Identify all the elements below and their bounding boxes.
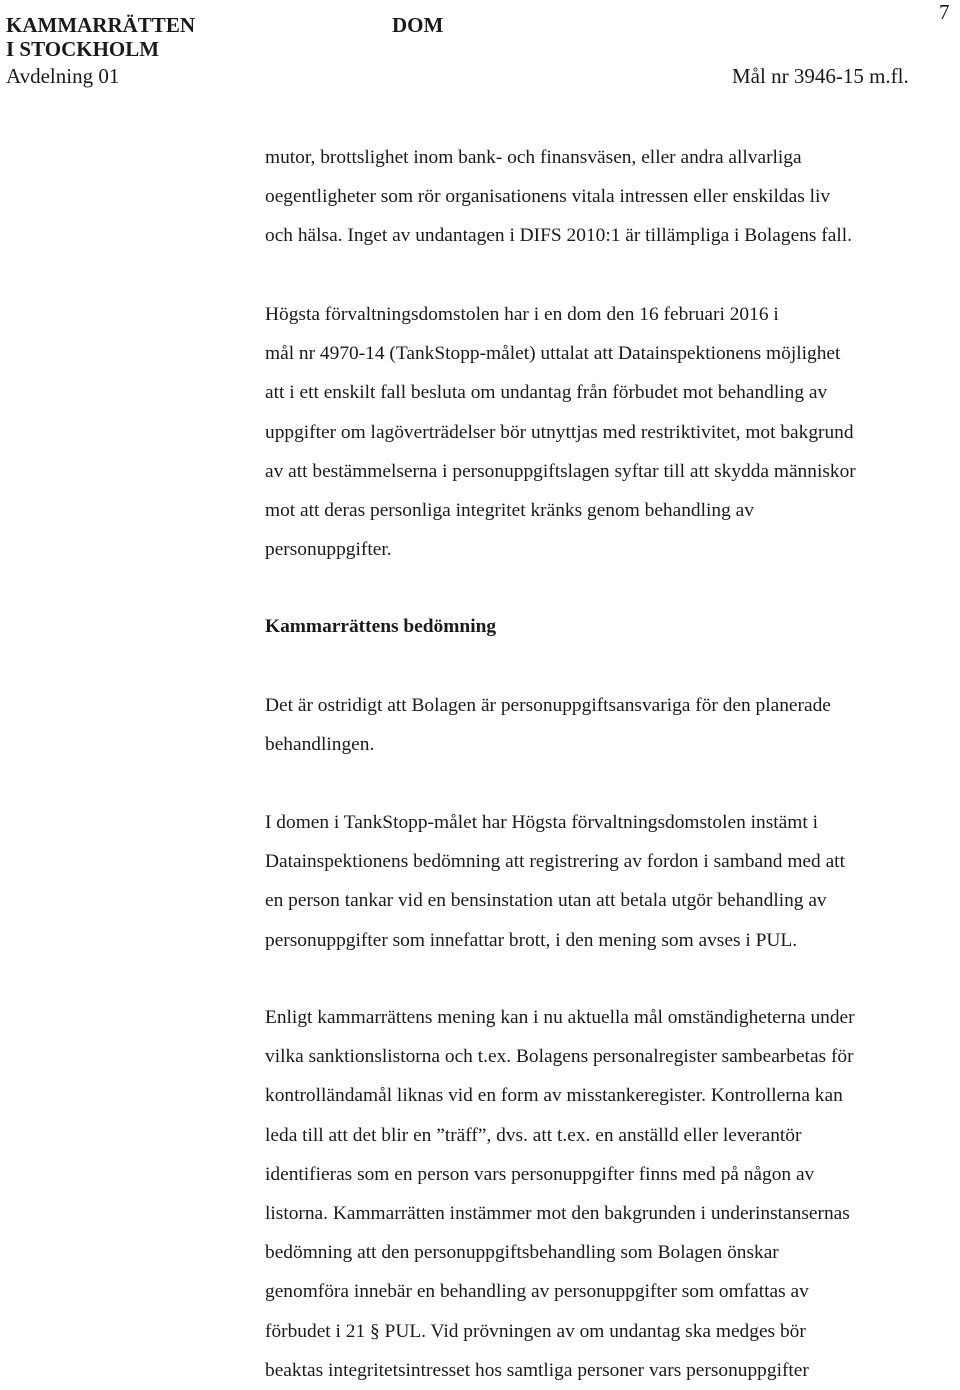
text-line: förbudet i 21 § PUL. Vid prövningen av om undantag ska medges bör <box>265 1320 806 1342</box>
text-line: behandlingen. <box>265 734 375 756</box>
paragraph-5 <box>265 998 960 1390</box>
text-line: vilka sanktionslistorna och t.ex. Bolagens personalregister sambearbetas för <box>265 1046 854 1068</box>
paragraph-4 <box>265 803 960 960</box>
text-line: personuppgifter. <box>265 539 392 561</box>
text-line: att i ett enskilt fall besluta om undantag från förbudet mot behandling av <box>265 382 828 404</box>
text-line: Det är ostridigt att Bolagen är personuppgiftsansvariga för den planerade <box>265 695 831 716</box>
text-line: beaktas integritetsintresset hos samtliga personer vars personuppgifter <box>265 1359 809 1381</box>
text-line: och hälsa. Inget av undantagen i DIFS 2010:1 är tillämpliga i Bolagens fall. <box>265 225 852 247</box>
paragraph-3 <box>265 686 960 764</box>
text-line: personuppgifter som innefattar brott, i den mening som avses i PUL. <box>265 929 798 951</box>
section-heading: Kammarrättens bedömning <box>265 616 497 637</box>
paragraph-2 <box>265 295 960 569</box>
text-line: mutor, brottslighet inom bank- och finansväsen, eller andra allvarliga <box>265 147 802 168</box>
text-line: mot att deras personliga integritet kränks genom behandling av <box>265 500 754 522</box>
court-name-line-1: KAMMARRÄTTEN <box>6 13 195 37</box>
text-line: oegentligheter som rör organisationens vitala intressen eller enskildas liv <box>265 186 831 208</box>
text-line: leda till att det blir en ”träff”, dvs. att t.ex. en anställd eller leverantör <box>265 1124 802 1146</box>
text-line: Högsta förvaltningsdomstolen har i en dom den 16 februari 2016 i <box>265 304 779 325</box>
paragraph-1 <box>265 138 960 256</box>
division-label: Avdelning 01 <box>6 64 120 88</box>
text-line: mål nr 4970-14 (TankStopp-målet) uttalat att Datainspektionens möjlighet <box>265 343 841 365</box>
text-line: Datainspektionens bedömning att registrering av fordon i samband med att <box>265 851 845 873</box>
text-line: listorna. Kammarrätten instämmer mot den bakgrunden i underinstansernas <box>265 1203 850 1225</box>
text-line: en person tankar vid en bensinstation utan att betala utgör behandling av <box>265 890 827 912</box>
court-name-line-2: I STOCKHOLM <box>6 37 160 61</box>
document-type: DOM <box>392 13 444 37</box>
case-number: Mål nr 3946-15 m.fl. <box>732 64 909 88</box>
text-line: uppgifter om lagöverträdelser bör utnyttjas med restriktivitet, mot bakgrund <box>265 421 854 443</box>
text-line: genomföra innebär en behandling av personuppgifter som omfattas av <box>265 1281 809 1303</box>
text-line: av att bestämmelserna i personuppgiftslagen syftar till att skydda människor <box>265 460 856 482</box>
text-line: kontrolländamål liknas vid en form av misstankeregister. Kontrollerna kan <box>265 1085 843 1107</box>
page-number: 7 <box>939 0 950 24</box>
text-line: bedömning att den personuppgiftsbehandling som Bolagen önskar <box>265 1242 779 1264</box>
text-line: Enligt kammarrättens mening kan i nu aktuella mål omständigheterna under <box>265 1007 855 1028</box>
text-line: identifieras som en person vars personuppgifter finns med på någon av <box>265 1163 815 1185</box>
text-line: I domen i TankStopp-målet har Högsta förvaltningsdomstolen instämt i <box>265 812 818 833</box>
